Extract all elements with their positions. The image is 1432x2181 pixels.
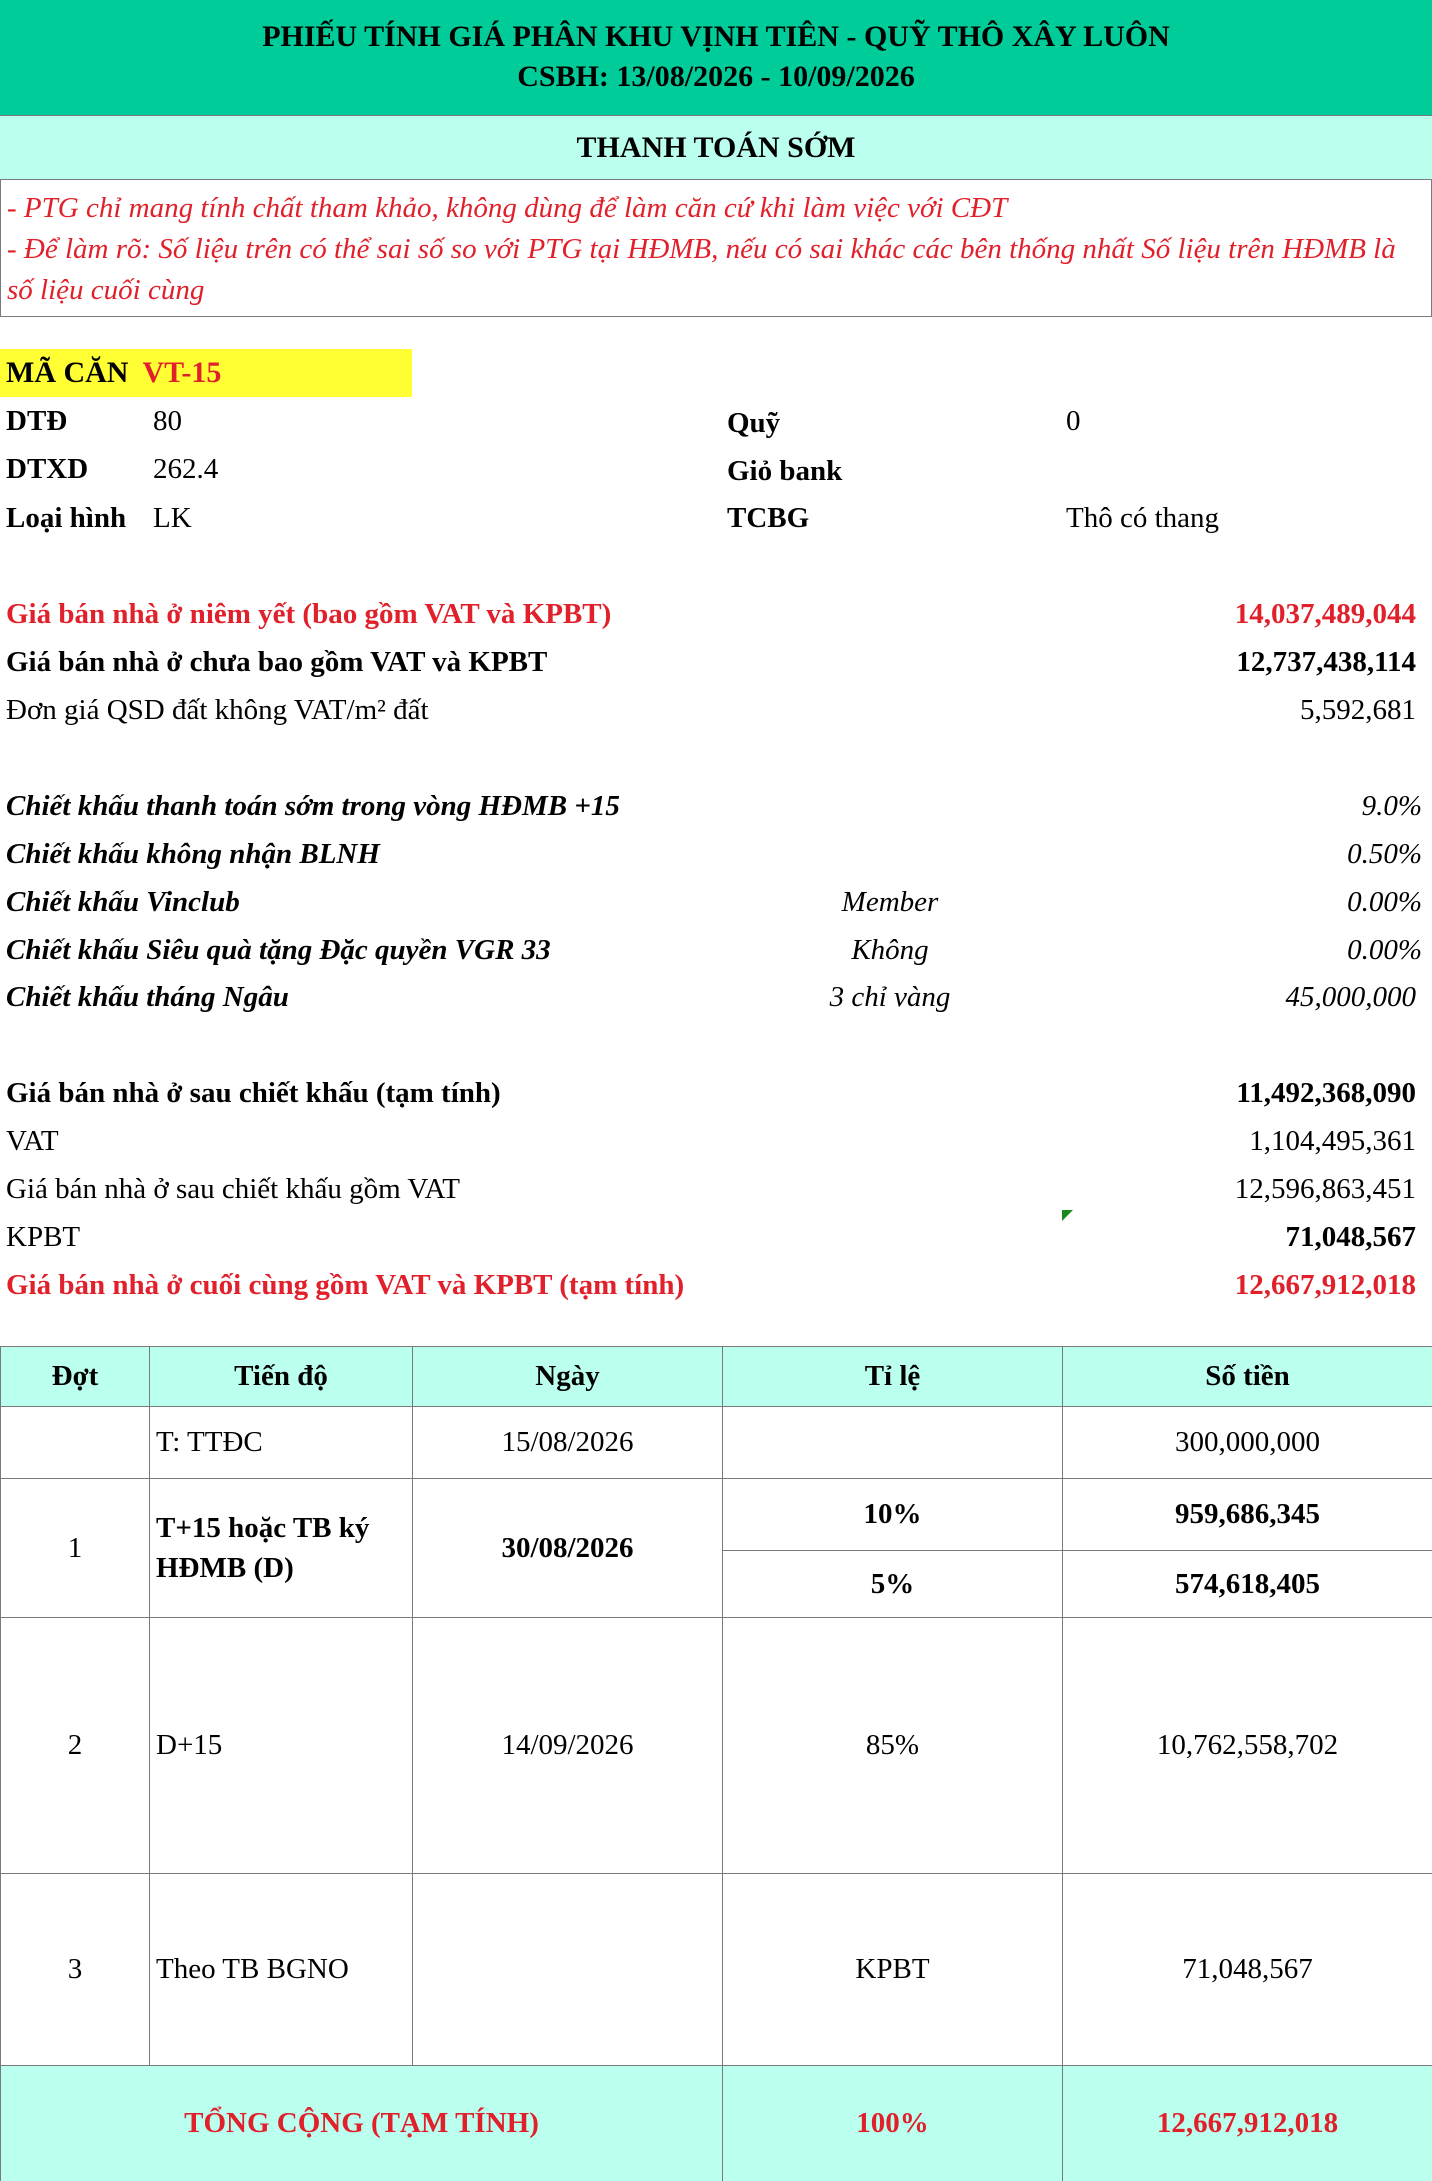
date-cell: 15/08/2026 — [413, 1407, 723, 1479]
col-header: Tỉ lệ — [723, 1347, 1063, 1407]
type-label: Loại hình — [6, 502, 127, 534]
price-after-discount-label: Giá bán nhà ở sau chiết khấu (tạm tính) — [6, 1077, 501, 1109]
discount-value: 9.0% — [1361, 790, 1422, 822]
price-excl-label: Giá bán nhà ở chưa bao gồm VAT và KPBT — [6, 646, 548, 678]
unit-code: VT-15 — [142, 356, 222, 389]
note-line: - PTG chỉ mang tính chất tham khảo, không dùng để làm căn cứ khi làm việc với CĐT — [7, 192, 1008, 224]
progress-cell: D+15 — [150, 1618, 413, 1874]
discount-label: Chiết khấu không nhận BLNH — [6, 838, 380, 870]
fund-value: 0 — [1066, 405, 1081, 437]
col-header: Tiến độ — [150, 1347, 413, 1407]
table-row — [1, 1874, 1432, 2066]
total-label: TỔNG CỘNG (TẠM TÍNH) — [1, 2066, 723, 2181]
note-line: - Để làm rõ: Số liệu trên có thể sai số so với PTG tại HĐMB, nếu có sai khác các bên thống nhất Số liệu trên HĐMB là số liệu cuối cùng — [7, 233, 1396, 306]
kpbt-label: KPBT — [6, 1221, 81, 1253]
price-after-discount-value: 11,492,368,090 — [1236, 1077, 1416, 1109]
discount-value: 0.00% — [1347, 934, 1422, 966]
listed-price-value: 14,037,489,044 — [1234, 598, 1416, 630]
date-cell — [413, 1874, 723, 2066]
period-cell: 1 — [1, 1479, 150, 1618]
progress-cell: T: TTĐC — [150, 1407, 413, 1479]
price-with-vat-value: 12,596,863,451 — [1234, 1173, 1416, 1205]
progress-cell: T+15 hoặc TB ký HĐMB (D) — [150, 1479, 413, 1618]
land-price-label: Đơn giá QSD đất không VAT/m² đất — [6, 694, 429, 726]
dtd-value: 80 — [153, 405, 182, 437]
period-cell — [1, 1407, 150, 1479]
discount-label: Chiết khấu Siêu quà tặng Đặc quyền VGR 33 — [6, 934, 551, 966]
discount-label: Chiết khấu Vinclub — [6, 886, 240, 918]
rate-cell: KPBT — [723, 1874, 1063, 2066]
amount-cell: 300,000,000 — [1063, 1407, 1432, 1479]
discount-label: Chiết khấu tháng Ngâu — [6, 981, 289, 1013]
land-price-value: 5,592,681 — [1300, 694, 1416, 726]
discount-note: Member — [841, 886, 939, 918]
price-excl-value: 12,737,438,114 — [1236, 646, 1416, 678]
final-price-label: Giá bán nhà ở cuối cùng gồm VAT và KPBT (tạm tính) — [6, 1269, 685, 1301]
amount-cell: 71,048,567 — [1063, 1874, 1432, 2066]
amount-cell: 10,762,558,702 — [1063, 1618, 1432, 1874]
discount-note: 3 chỉ vàng — [829, 981, 951, 1013]
rate-cell: 85% — [723, 1618, 1063, 1874]
col-header: Số tiền — [1063, 1347, 1432, 1407]
sales-period: CSBH: 13/08/2026 - 10/09/2026 — [517, 60, 915, 93]
final-price-value: 12,667,912,018 — [1234, 1269, 1416, 1301]
discount-note: Không — [851, 934, 929, 966]
tcbg-label: TCBG — [727, 502, 810, 534]
unit-code-box — [0, 349, 412, 397]
discount-value: 0.50% — [1347, 838, 1422, 870]
report-title: PHIẾU TÍNH GIÁ PHÂN KHU VỊNH TIÊN - QUỸ THÔ XÂY LUÔN — [262, 20, 1170, 53]
bank-label: Giỏ bank — [727, 455, 843, 487]
discount-value: 0.00% — [1347, 886, 1422, 918]
progress-cell: Theo TB BGNO — [150, 1874, 413, 2066]
rate-cell — [723, 1407, 1063, 1479]
unit-code-label: MÃ CĂN — [6, 356, 129, 389]
table-row — [1, 1479, 1432, 1551]
table-header-row — [1, 1347, 1432, 1407]
rate-cell: 5% — [723, 1551, 1063, 1618]
amount-cell: 959,686,345 — [1063, 1479, 1432, 1551]
period-cell: 2 — [1, 1618, 150, 1874]
vat-label: VAT — [6, 1125, 59, 1157]
col-header: Đợt — [1, 1347, 150, 1407]
report-subtitle: THANH TOÁN SỚM — [0, 116, 1432, 180]
date-cell: 30/08/2026 — [413, 1479, 723, 1618]
report-header — [0, 0, 1432, 116]
kpbt-value: 71,048,567 — [1285, 1221, 1416, 1253]
discount-value: 45,000,000 — [1285, 981, 1416, 1013]
dtxd-label: DTXD — [6, 453, 89, 485]
col-header: Ngày — [413, 1347, 723, 1407]
price-with-vat-label: Giá bán nhà ở sau chiết khấu gồm VAT — [6, 1173, 461, 1205]
fund-label: Quỹ — [727, 407, 781, 439]
amount-cell: 574,618,405 — [1063, 1551, 1432, 1618]
disclaimer-notes — [0, 180, 1432, 317]
rate-cell: 10% — [723, 1479, 1063, 1551]
cell-comment-marker — [1062, 1210, 1073, 1221]
period-cell: 3 — [1, 1874, 150, 2066]
tcbg-value: Thô có thang — [1066, 502, 1220, 534]
listed-price-label: Giá bán nhà ở niêm yết (bao gồm VAT và KPBT) — [6, 598, 612, 630]
discount-label: Chiết khấu thanh toán sớm trong vòng HĐMB +15 — [6, 790, 620, 822]
type-value: LK — [153, 502, 192, 534]
dtxd-value: 262.4 — [153, 453, 219, 485]
table-row — [1, 1618, 1432, 1874]
vat-value: 1,104,495,361 — [1249, 1125, 1416, 1157]
dtd-label: DTĐ — [6, 405, 68, 437]
total-rate: 100% — [723, 2066, 1063, 2181]
date-cell: 14/09/2026 — [413, 1618, 723, 1874]
total-amount: 12,667,912,018 — [1063, 2066, 1432, 2181]
total-row — [1, 2066, 1432, 2181]
table-row — [1, 1407, 1432, 1479]
payment-schedule-table — [0, 1346, 1432, 2181]
